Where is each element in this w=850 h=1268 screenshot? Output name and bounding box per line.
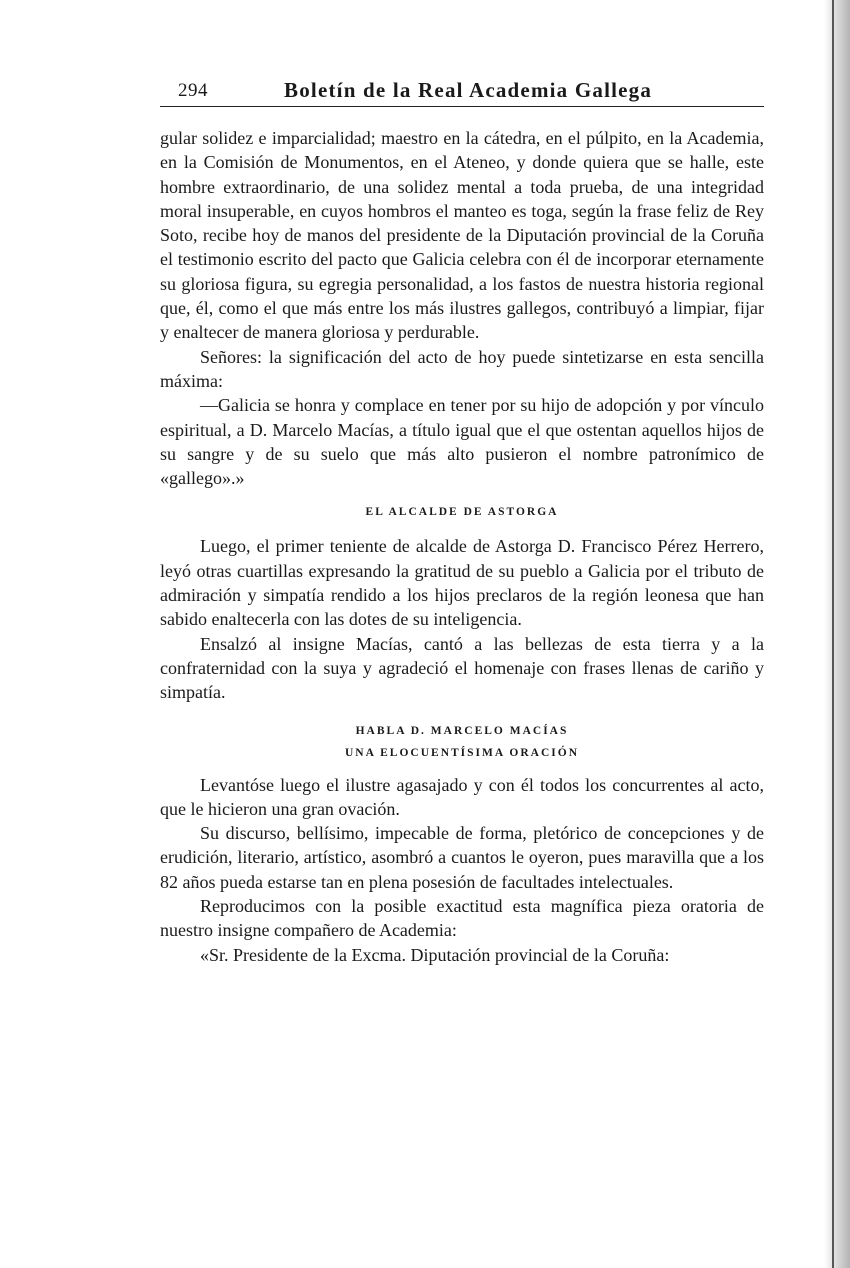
section-heading-alcalde: EL ALCALDE DE ASTORGA	[365, 506, 559, 519]
paragraph-5: Ensalzó al insigne Macías, cantó a las bellezas de esta tierra y a la confraternidad con la suya y agradeció el homenaje con frases llenas de cariño y simpatía.	[160, 633, 764, 703]
paragraph-9: «Sr. Presidente de la Excma. Diputación provincial de la Coruña:	[200, 944, 670, 965]
paragraph-3: —Galicia se honra y complace en tener por su hijo de adopción y por vínculo espiritual, a D. Marcelo Macías, a título igual que el que ostentan aquellos hijos de su sangre y de su suelo que más alto pusieron el nombre patronímico de «gallego».»	[160, 395, 764, 489]
section-heading-habla: HABLA D. MARCELO MACÍAS	[355, 724, 569, 737]
section-subheading-oracion: UNA ELOCUENTÍSIMA ORACIÓN	[344, 746, 580, 759]
page-number: 294	[178, 80, 208, 101]
running-header	[160, 78, 764, 107]
body-text	[160, 126, 764, 967]
journal-title: Boletín de la Real Academia Gallega	[284, 78, 653, 102]
paragraph-2: Señores: la significación del acto de hoy puede sintetizarse en esta sencilla máxima:	[160, 346, 764, 391]
page-edge-shadow	[824, 0, 850, 1268]
page-edge-line	[832, 0, 834, 1268]
paragraph-6: Levantóse luego el ilustre agasajado y con él todos los concurrentes al acto, que le hicieron una gran ovación.	[160, 774, 764, 819]
paragraph-8: Reproducimos con la posible exactitud esta magnífica pieza oratoria de nuestro insigne compañero de Academia:	[160, 896, 764, 941]
paragraph-4: Luego, el primer teniente de alcalde de Astorga D. Francisco Pérez Herrero, leyó otras cuartillas expresando la gratitud de su pueblo a Galicia por el tributo de admiración y simpatía rendido a los hijos preclaros de la región leonesa que han sabido enaltecerla con las dotes de su inteligencia.	[160, 536, 764, 630]
paragraph-7: Su discurso, bellísimo, impecable de forma, pletórico de concepciones y de erudición, literario, artístico, asombró a cuantos le oyeron, pues maravilla que a los 82 años pueda estarse tan en plena posesión de facultades intelectuales.	[160, 823, 764, 892]
paragraph-1: gular solidez e imparcialidad; maestro en la cátedra, en el púlpito, en la Academia, en la Comisión de Monumentos, en el Ateneo, y donde quiera que se halle, este hombre extraordinario, de una solidez mental a toda prueba, de una integridad moral insuperable, en cuyos hombros el manteo es toga, según la frase feliz de Rey Soto, recibe hoy de manos del presidente de la Diputación provincial de la Coruña el testimonio escrito del pacto que Galicia celebra con él de incorporar eternamente su gloriosa figura, su egregia personalidad, a los fastos de nuestra historia regional que, él, como el que más entre los más ilustres gallegos, contribuyó a limpiar, fijar y enaltecer de manera gloriosa y perdurable.	[160, 128, 764, 343]
